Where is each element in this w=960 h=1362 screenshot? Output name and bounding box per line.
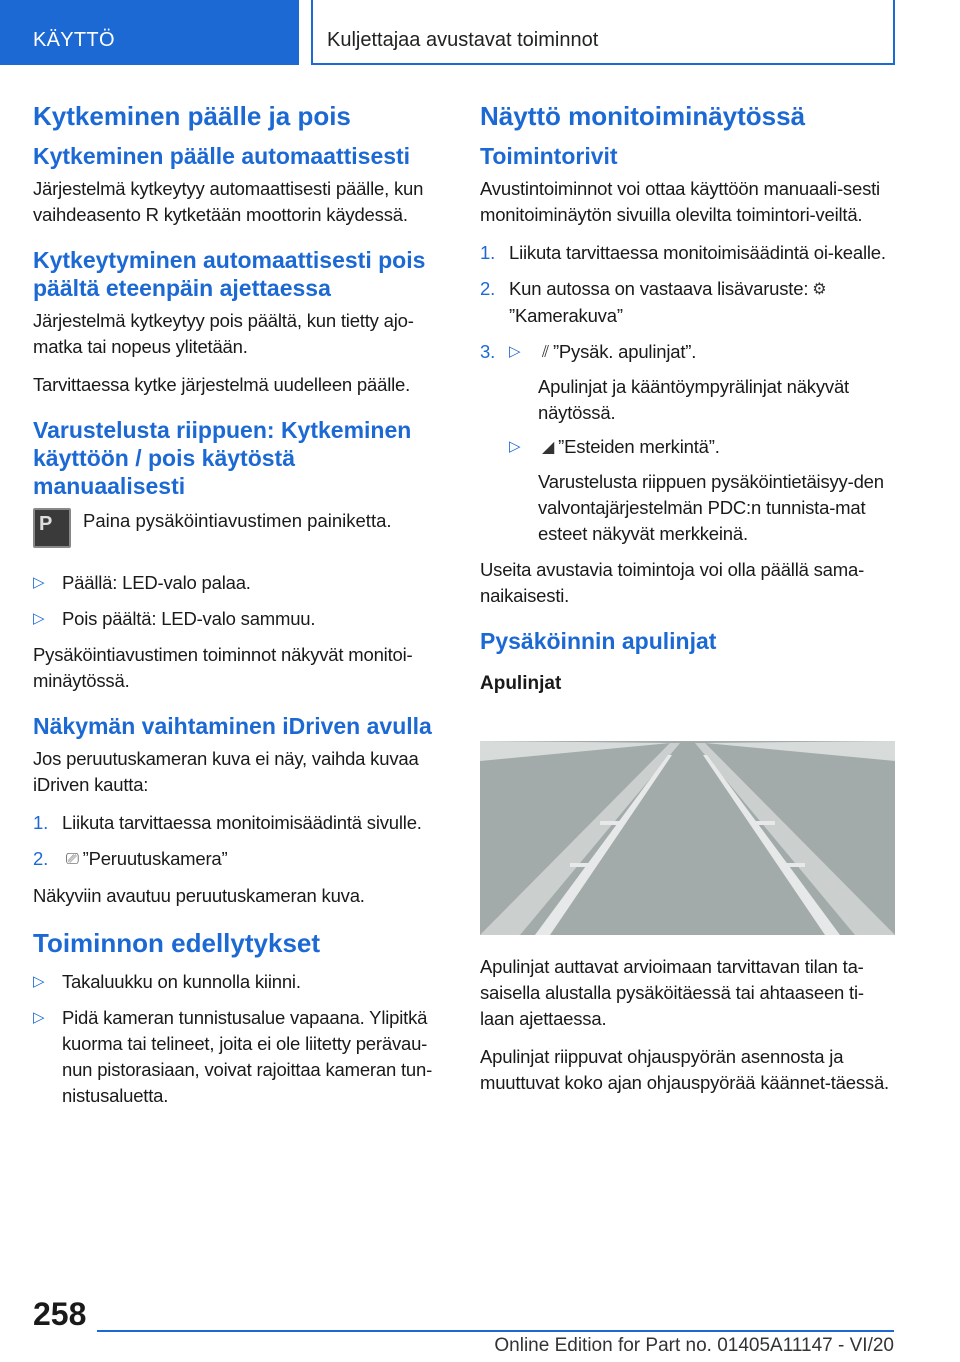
triangle-bullet-icon: ▷	[33, 973, 45, 991]
triangle-bullet-icon: ▷	[33, 1009, 45, 1027]
sub-item-description: Apulinjat ja kääntöympyrälinjat näkyvät näytössä.	[538, 376, 849, 424]
section-title-display: Näyttö monitoiminäytössä	[480, 101, 806, 131]
footer-divider	[97, 1330, 894, 1332]
sub-list-item: ▷ ⫽ ”Pysäk. apulinjat”.	[509, 339, 895, 366]
button-instruction-text: Paina pysäköintiavustimen painiketta.	[83, 510, 392, 531]
list-item: 3. ▷ ⫽ ”Pysäk. apulinjat”. Apulinjat ja kääntöympyrälinjat näkyvät näytössä. ▷ ◢ ”Esteiden merkintä”. Varustelusta riippuen pysäköintietäisyy-den valvontajärjestelmän PDC:n tunnista-mat esteet näkyvät merkkeinä.	[480, 339, 895, 547]
list-item: 1. Liikuta tarvittaessa monitoimisäädintä sivulle.	[33, 812, 422, 833]
camera-view-icon: ⚙	[812, 281, 827, 299]
list-item: ▷ Pidä kameran tunnistusalue vapaana. Ylipitkä kuorma tai telineet, joita ei ole liitetty perävau-nun pistorasiaan, voivat rajoittaa kameran tun-nistusaluetta.	[33, 1007, 433, 1107]
heading-guide-lines: Pysäköinnin apulinjat	[480, 628, 717, 655]
sub-list-item: ▷ ◢ ”Esteiden merkintä”.	[509, 434, 895, 461]
subheading-guide-lines: Apulinjat	[480, 673, 562, 695]
left-column	[33, 100, 448, 1119]
text-functions-intro: Avustintoiminnot voi ottaa käyttöön manuaali-sesti monitoiminäytön sivuilla olevilta toimintori-veiltä.	[480, 178, 880, 225]
header-section-label: KÄYTTÖ	[33, 29, 115, 51]
heading-auto-off: Kytkeytyminen automaattisesti pois päältä eteenpäin ajettaessa	[33, 247, 426, 301]
list-item: 2. ⎚ ”Peruutuskamera”	[33, 846, 448, 873]
heading-function-rows: Toimintorivit	[480, 143, 618, 169]
list-item: 2. Kun autossa on vastaava lisävaruste: ⚙ ”Kamerakuva”	[480, 278, 827, 327]
text-manual-after: Pysäköintiavustimen toiminnot näkyvät monitoi-minäytössä.	[33, 644, 413, 691]
text-auto-off-2: Tarvittaessa kytke järjestelmä uudelleen päälle.	[33, 374, 411, 395]
heading-conditions: Toiminnon edellytykset	[33, 928, 321, 959]
park-assist-button-icon: P	[33, 508, 71, 548]
sub-item-description: Varustelusta riippuen pysäköintietäisyy-den valvontajärjestelmän PDC:n tunnista-mat esteet näkyvät merkkeinä.	[538, 471, 884, 545]
heading-auto-on: Kytkeminen päälle automaattisesti	[33, 143, 411, 169]
reverse-camera-icon: ⎚	[66, 851, 79, 869]
text-auto-on: Järjestelmä kytkeytyy automaattisesti päälle, kun vaihdeasento R kytketään moottorin käydessä.	[33, 178, 424, 225]
triangle-bullet-icon: ▷	[509, 343, 521, 361]
page-number: 258	[33, 1296, 87, 1332]
text-guides-2: Apulinjat riippuvat ohjauspyörän asennosta ja muuttuvat koko ajan ohjauspyörää käännet-täessä.	[480, 1046, 889, 1094]
header-chapter-label: Kuljettajaa avustavat toiminnot	[327, 29, 599, 51]
list-item: ▷ Päällä: LED-valo palaa.	[33, 570, 448, 596]
right-column	[480, 100, 895, 1108]
triangle-bullet-icon: ▷	[33, 574, 45, 591]
section-title-on-off: Kytkeminen päälle ja pois	[33, 101, 351, 131]
header-chapter-tab	[311, 0, 895, 65]
button-instruction	[33, 508, 448, 550]
heading-manual: Varustelusta riippuen: Kytkeminen käyttöön / pois käytöstä manuaalisesti	[33, 417, 412, 499]
text-guides-1: Apulinjat auttavat arvioimaan tarvittavan tilan ta-saisella alustalla pysäköitäessä tai ahtaaseen ti-laan ajettaessa.	[480, 956, 864, 1030]
list-item: 1. Liikuta tarvittaessa monitoimisäädintä oi-kealle.	[480, 242, 886, 263]
footer-edition: Online Edition for Part no. 01405A11147 - VI/20	[494, 1335, 894, 1356]
text-functions-after: Useita avustavia toimintoja voi olla päällä sama-naikaisesti.	[480, 559, 865, 607]
text-view-after: Näkyviin avautuu peruutuskameran kuva.	[33, 885, 365, 907]
obstacle-marking-icon: ◢	[542, 439, 555, 457]
triangle-bullet-icon: ▷	[509, 438, 521, 456]
header-section-tab	[0, 0, 299, 65]
heading-view: Näkymän vaihtaminen iDriven avulla	[33, 713, 432, 739]
list-item: ▷ Pois päältä: LED-valo sammuu.	[33, 606, 448, 632]
text-view-intro: Jos peruutuskameran kuva ei näy, vaihda kuvaa iDriven kautta:	[33, 748, 419, 795]
list-item: ▷ Takaluukku on kunnolla kiinni.	[33, 969, 448, 995]
guide-lines-figure	[480, 713, 895, 935]
text-auto-off-1: Järjestelmä kytkeytyy pois päältä, kun tietty ajo-matka tai nopeus ylitetään.	[33, 310, 414, 357]
triangle-bullet-icon: ▷	[33, 610, 45, 627]
parking-guide-lines-icon: ⫽	[542, 344, 549, 362]
